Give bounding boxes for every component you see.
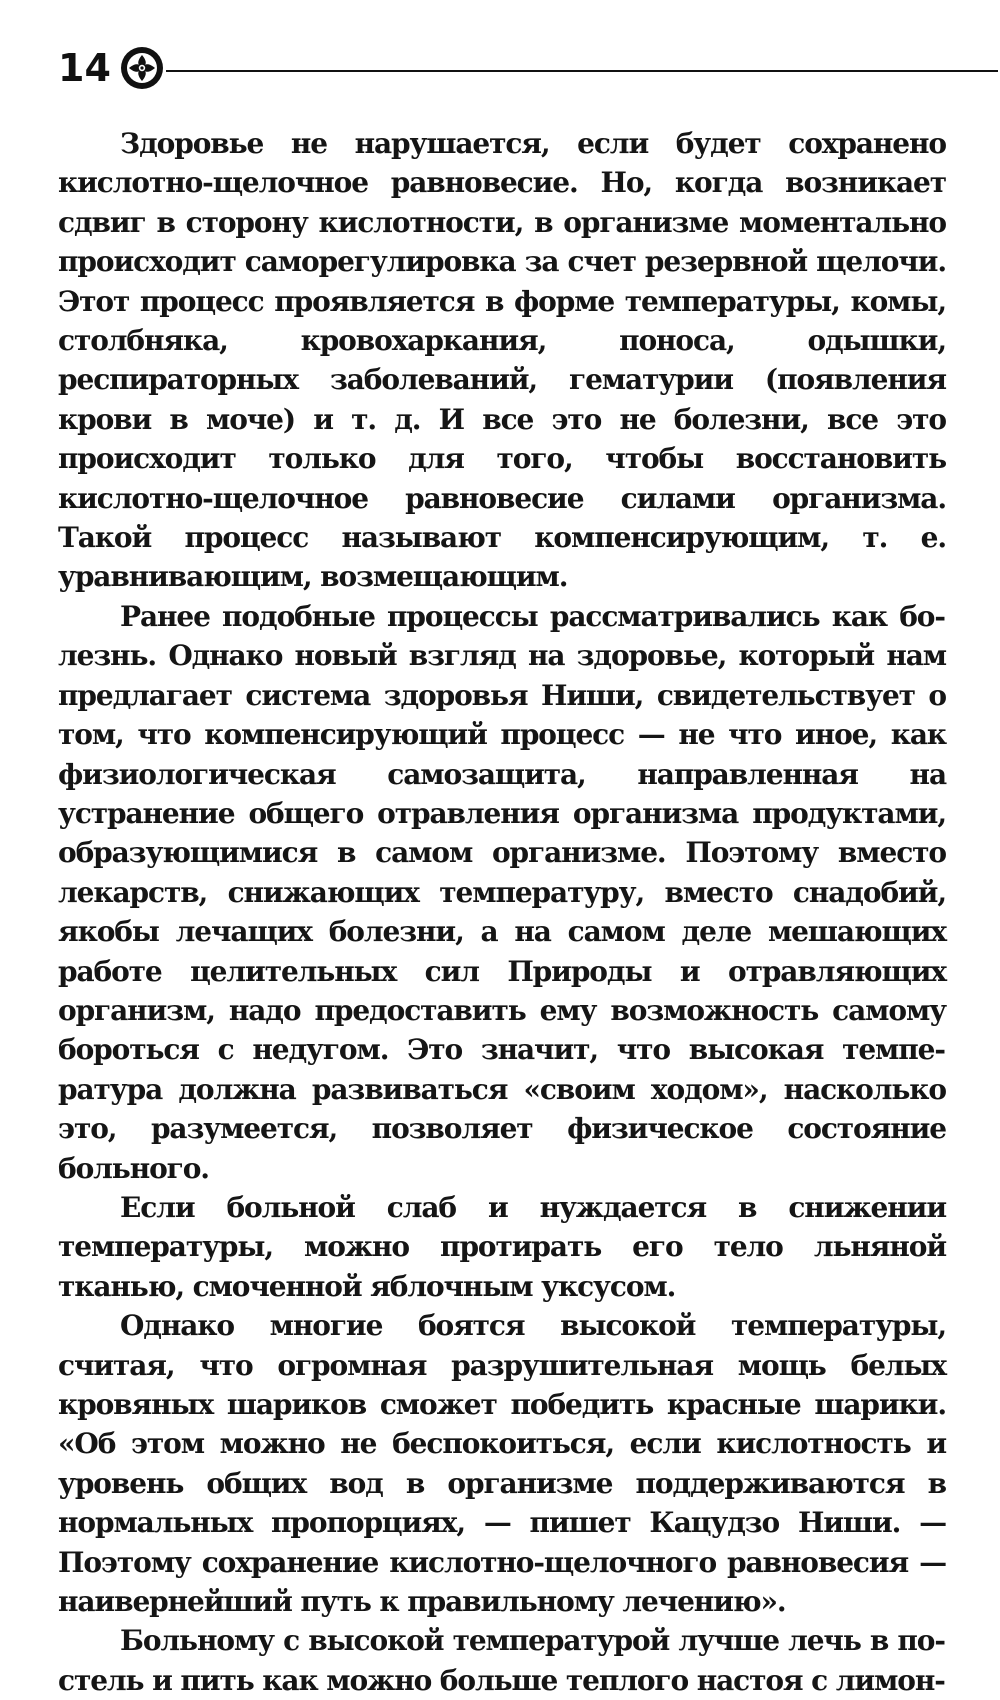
decorative-flower-icon [116, 42, 168, 94]
paragraph: Если больной слаб и нуждается в снижении температуры, можно протирать его тело льняной тканью, смоченной яблочным уксусом. [58, 1190, 946, 1303]
paragraph: Здоровье не нарушается, если будет сохранено кислотно-щелочное равновесие. Но, когда возникает сдвиг в сторону кислотности, в организме моментально происходит саморегулировка за счет резервной щелочи. Этот процесс проявляется в форме температуры, комы, столбняка, кровохаркания, поноса, одышки, респираторных заболеваний, гематурии (появления крови в моче) и т. д. И все это не болезни, все это происходит только для того, чтобы восстановить кислотно-щелочное равновесие силами организма. Такой процесс называют компенсирующим, т. е. уравнивающим, возмещающим. [58, 127, 946, 594]
header-rule [166, 70, 998, 72]
text-body [58, 124, 946, 1700]
paragraph: Однако многие боятся высокой температуры, считая, что огромная разрушительная мощь белых кровяных шариков сможет победить красные шарики. «Об этом можно не беспокоиться, если кислотность и уровень общих вод в организме поддерживаются в нормальных пропорциях, — пишет Кацудзо Ниши. — Поэтому сохранение кислотно-щелочного равновесия — наивернейший путь к правильному лечению». [58, 1309, 946, 1619]
page-header [58, 40, 948, 96]
paragraph: Ранее подобные процессы рассматривались как болезнь. Однако новый взгляд на здоровье, который нам предлагает система здоровья Ниши, свидетельствует о том, что компенсирующий процесс — не что иное, как физиологическая самозащита, направленная на устранение общего отравления организма продуктами, образующимися в самом организме. Поэтому вместо лекарств, снижающих температуру, вместо снадобий, якобы лечащих болезни, а на самом деле мешающих работе целительных сил Природы и отравляющих организм, надо предоставить ему возможность самому бороться с недугом. Это значит, что высокая температура должна развиваться «своим ходом», насколько это, разумеется, позволяет физическое состояние больного. [58, 599, 946, 1185]
paragraph: Больному с высокой температурой лучше лечь в постель и пить как можно больше теплого настоя с лимон- [58, 1624, 946, 1697]
page-number: 14 [58, 46, 111, 90]
